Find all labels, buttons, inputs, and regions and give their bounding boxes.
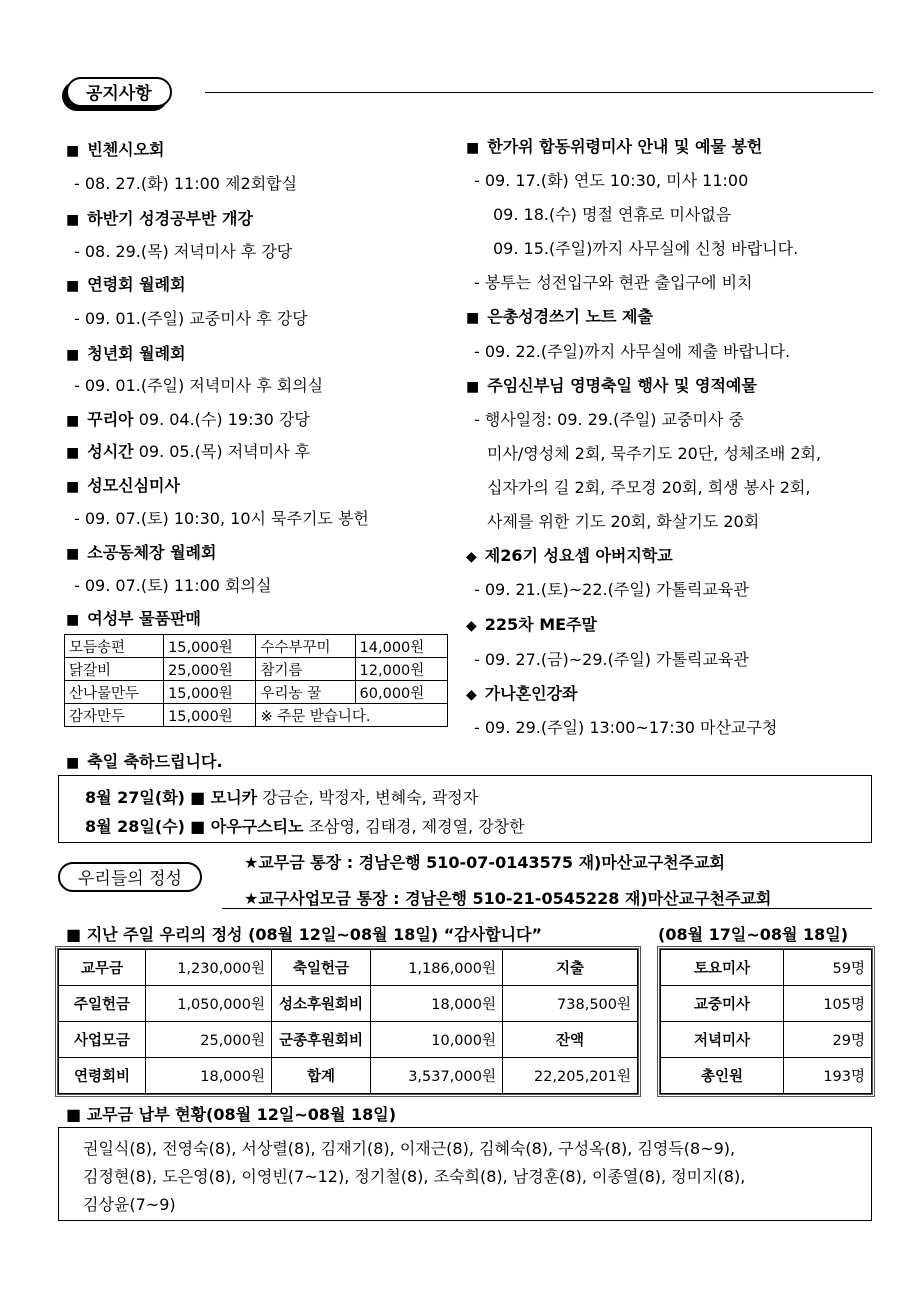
- feast-saint: ■ 아우구스티노: [190, 817, 304, 836]
- attendance-table: [660, 949, 872, 1094]
- notice-heading: ■ 하반기 성경공부반 개강: [66, 206, 253, 229]
- notice-heading: ■ 꾸리아: [66, 410, 134, 429]
- table-cell: 60,000원: [355, 681, 447, 704]
- notice-divider: [205, 92, 873, 93]
- table-row: [65, 681, 448, 704]
- attendance-period: (08월 17일~08월 18일): [658, 925, 849, 944]
- offering-title: 우리들의 정성: [58, 862, 202, 892]
- account-info: ★교무금 통장 : 경남은행 510-07-0143575 재)마산교구천주교회: [244, 853, 725, 872]
- table-cell: 성소후원회비: [272, 986, 371, 1022]
- table-cell: 15,000원: [164, 681, 256, 704]
- table-cell: 저녁미사: [661, 1022, 784, 1058]
- notice-line: - 행사일정: 09. 29.(주일) 교중미사 중: [474, 410, 744, 429]
- notice-line: 09. 05.(목) 저녁미사 후: [138, 442, 311, 461]
- notice-line: - 08. 27.(화) 11:00 제2회합실: [74, 174, 298, 193]
- dues-title: ■ 교무금 납부 현황(08월 12일~08월 18일): [66, 1105, 397, 1124]
- notice-heading: ■ 청년회 월례회: [66, 341, 186, 364]
- table-cell: 25,000원: [164, 658, 256, 681]
- table-cell: 1,050,000원: [146, 986, 272, 1022]
- table-cell: 14,000원: [355, 635, 447, 658]
- table-cell: 산나물만두: [65, 681, 164, 704]
- notice-line: - 08. 29.(목) 저녁미사 후 강당: [74, 242, 293, 261]
- notice-heading: ■ 주임신부님 영명축일 행사 및 영적예물: [466, 373, 757, 396]
- notice-line: 09. 04.(수) 19:30 강당: [138, 410, 310, 429]
- notice-line: - 09. 22.(주일)까지 사무실에 제출 바랍니다.: [474, 342, 791, 361]
- feast-row: [85, 814, 525, 837]
- notice-line: - 09. 01.(주일) 교중미사 후 강당: [74, 309, 308, 328]
- table-cell: ※ 주문 받습니다.: [256, 704, 448, 727]
- feast-names: 강금순, 박정자, 변혜숙, 곽정자: [262, 788, 479, 807]
- notice-line: 사제를 위한 기도 20회, 화살기도 20회: [487, 512, 760, 531]
- account-info: ★교구사업모금 통장 : 경남은행 510-21-0545228 재)마산교구천주교회: [244, 889, 772, 908]
- table-cell: 738,500원: [503, 986, 638, 1022]
- table-row: [59, 950, 638, 986]
- notice-line: - 09. 29.(주일) 13:00~17:30 마산교구청: [474, 718, 778, 737]
- notice-inline-row: [66, 439, 310, 462]
- table-row: [661, 986, 872, 1022]
- attendance-frame: [657, 946, 875, 1097]
- notice-heading: ■ 빈첸시오회: [66, 137, 165, 160]
- feast-title: ■ 축일 축하드립니다.: [66, 749, 223, 772]
- table-row: [59, 986, 638, 1022]
- table-row: [661, 950, 872, 986]
- feast-box: [58, 775, 872, 843]
- table-cell: 잔액: [503, 1022, 638, 1058]
- notice-heading: ■ 한가위 합동위령미사 안내 및 예물 봉헌: [466, 134, 762, 157]
- dues-line: 김상윤(7~9): [83, 1195, 176, 1214]
- table-cell: 참기름: [256, 658, 355, 681]
- table-cell: 지출: [503, 950, 638, 986]
- notice-line: 미사/영성체 2회, 묵주기도 20단, 성체조배 2회,: [487, 444, 822, 463]
- table-row: [59, 1058, 638, 1094]
- table-cell: 15,000원: [164, 635, 256, 658]
- table-row: [661, 1058, 872, 1094]
- notice-line: - 09. 21.(토)~22.(주일) 가톨릭교육관: [474, 580, 749, 599]
- table-cell: 사업모금: [59, 1022, 146, 1058]
- table-cell: 닭갈비: [65, 658, 164, 681]
- table-cell: 교중미사: [661, 986, 784, 1022]
- notice-line: - 09. 17.(화) 연도 10:30, 미사 11:00: [474, 171, 749, 190]
- table-row: [59, 1022, 638, 1058]
- dues-line: 권일식(8), 전영숙(8), 서상렬(8), 김재기(8), 이재근(8), 김혜숙(8), 구성옥(8), 김영득(8~9),: [83, 1139, 736, 1158]
- table-cell: 감자만두: [65, 704, 164, 727]
- table-cell: 토요미사: [661, 950, 784, 986]
- table-cell: 105명: [784, 986, 872, 1022]
- offering-divider: [222, 908, 872, 909]
- notice-heading: ◆ 가나혼인강좌: [466, 681, 578, 704]
- table-cell: 모듬송편: [65, 635, 164, 658]
- table-cell: 29명: [784, 1022, 872, 1058]
- table-cell: 18,000원: [371, 986, 503, 1022]
- table-cell: 주일헌금: [59, 986, 146, 1022]
- notice-line: 09. 18.(수) 명절 연휴로 미사없음: [493, 205, 732, 224]
- shop-table: [64, 634, 448, 727]
- offering-frame: [55, 946, 641, 1097]
- notice-heading: ■ 성모신심미사: [66, 473, 180, 496]
- notice-heading: ■ 여성부 물품판매: [66, 606, 201, 629]
- notice-heading: ■ 은총성경쓰기 노트 제출: [466, 304, 653, 327]
- notice-title: 공지사항: [66, 77, 172, 107]
- table-cell: 25,000원: [146, 1022, 272, 1058]
- table-cell: 10,000원: [371, 1022, 503, 1058]
- table-cell: 교무금: [59, 950, 146, 986]
- feast-row: [85, 785, 478, 808]
- feast-date: 8월 28일(수): [85, 817, 185, 836]
- table-cell: 3,537,000원: [371, 1058, 503, 1094]
- table-cell: 193명: [784, 1058, 872, 1094]
- last-week-title: ■ 지난 주일 우리의 정성 (08월 12일~08월 18일) “감사합니다”: [66, 925, 543, 944]
- table-cell: 연령회비: [59, 1058, 146, 1094]
- table-row: [65, 635, 448, 658]
- notice-line: - 09. 07.(토) 10:30, 10시 묵주기도 봉헌: [74, 509, 369, 528]
- table-cell: 59명: [784, 950, 872, 986]
- notice-heading: ■ 성시간: [66, 442, 134, 461]
- notice-inline-row: [66, 407, 310, 430]
- table-cell: 1,186,000원: [371, 950, 503, 986]
- feast-names: 조삼영, 김태경, 제경열, 강창한: [308, 817, 525, 836]
- notice-heading: ◆ 제26기 성요셉 아버지학교: [466, 543, 673, 566]
- table-cell: 1,230,000원: [146, 950, 272, 986]
- table-cell: 총인원: [661, 1058, 784, 1094]
- notice-line: - 09. 27.(금)~29.(주일) 가톨릭교육관: [474, 650, 749, 669]
- table-row: [65, 704, 448, 727]
- notice-line: - 09. 07.(토) 11:00 회의실: [74, 576, 272, 595]
- table-cell: 22,205,201원: [503, 1058, 638, 1094]
- table-cell: 12,000원: [355, 658, 447, 681]
- table-row: [65, 658, 448, 681]
- feast-date: 8월 27일(화): [85, 788, 185, 807]
- notice-line: - 봉투는 성전입구와 현관 출입구에 비치: [474, 273, 753, 292]
- dues-line: 김정현(8), 도은영(8), 이영빈(7~12), 정기철(8), 조숙희(8), 남경훈(8), 이종열(8), 정미지(8),: [83, 1167, 746, 1186]
- notice-heading: ■ 연령회 월례회: [66, 272, 186, 295]
- table-cell: 15,000원: [164, 704, 256, 727]
- table-cell: 합계: [272, 1058, 371, 1094]
- notice-heading: ■ 소공동체장 월례회: [66, 540, 216, 563]
- feast-saint: ■ 모니카: [190, 788, 258, 807]
- notice-line: 09. 15.(주일)까지 사무실에 신청 바랍니다.: [493, 239, 799, 258]
- table-cell: 18,000원: [146, 1058, 272, 1094]
- table-cell: 축일헌금: [272, 950, 371, 986]
- notice-line: 십자가의 길 2회, 주모경 20회, 희생 봉사 2회,: [487, 478, 811, 497]
- notice-line: - 09. 01.(주일) 저녁미사 후 회의실: [74, 376, 324, 395]
- table-cell: 우리농 꿀: [256, 681, 355, 704]
- table-row: [661, 1022, 872, 1058]
- offering-table: [58, 949, 638, 1094]
- dues-box: [58, 1127, 872, 1221]
- table-cell: 군종후원회비: [272, 1022, 371, 1058]
- table-cell: 수수부꾸미: [256, 635, 355, 658]
- notice-heading: ◆ 225차 ME주말: [466, 612, 597, 635]
